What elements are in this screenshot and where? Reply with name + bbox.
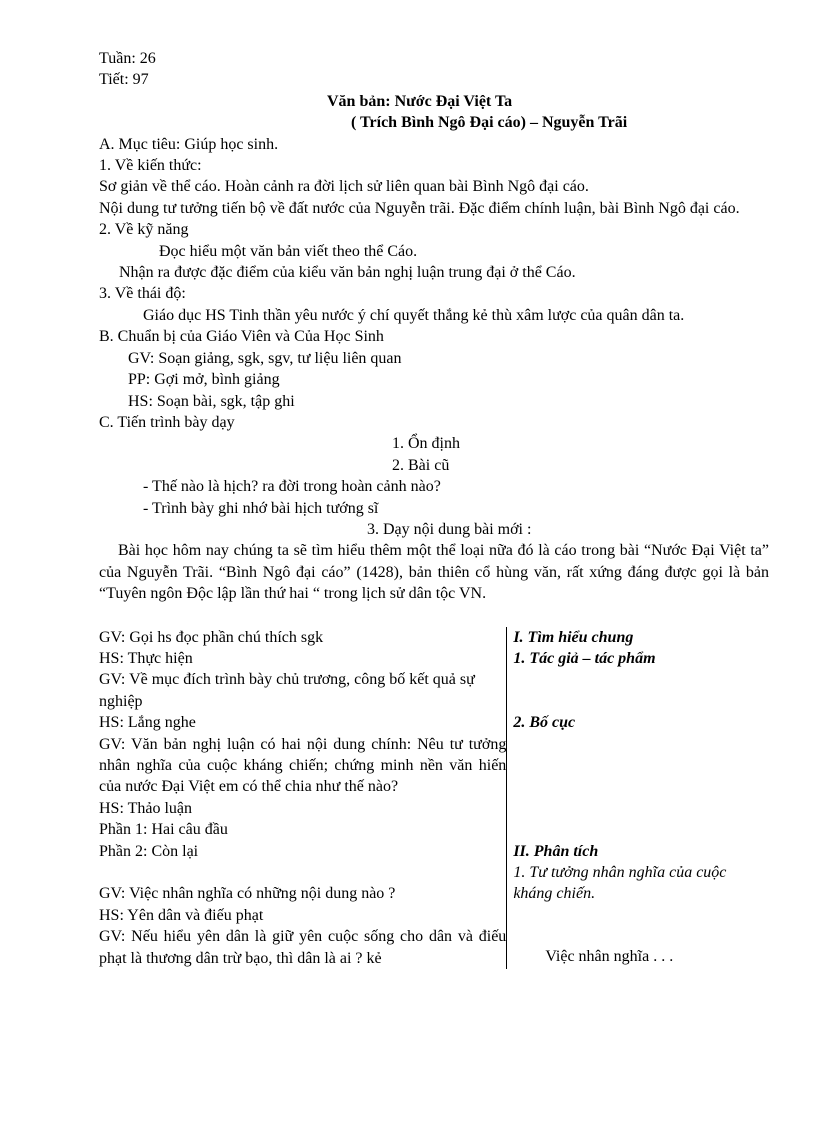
activity-line: HS: Thảo luận: [99, 799, 193, 817]
content-heading: 1. Tác giả – tác phẩm: [513, 649, 656, 667]
prep-teacher: GV: Soạn giảng, sgk, sgv, tư liệu liên quan: [128, 349, 402, 367]
prep-method: PP: Gợi mở, bình giảng: [128, 371, 280, 389]
activity-line: GV: Văn bản nghị luận có hai nội dung chính: Nêu tư tưởng nhân nghĩa của cuộc kháng chiến; chứng minh nền văn hiến của nước Đại Việt em có thể chia như thế nào?: [99, 735, 507, 796]
spacer: [99, 605, 769, 627]
activity-line: HS: Thực hiện: [99, 649, 193, 667]
step-1: 1. Ổn định: [392, 435, 460, 453]
step-2: 2. Bài cũ: [392, 456, 450, 474]
period-label: Tiết: 97: [99, 71, 149, 89]
knowledge-line-1: Sơ giản về thể cáo. Hoàn cảnh ra đời lịch sử liên quan bài Bình Ngô đại cáo.: [99, 178, 589, 196]
activity-line: GV: Về mục đích trình bày chủ trương, công bố kết quả sự nghiệp: [99, 671, 475, 710]
activities-column: [99, 627, 507, 969]
review-question-2: - Trình bày ghi nhớ bài hịch tướng sĩ: [143, 499, 379, 517]
activity-line: GV: Nếu hiểu yên dân là giữ yên cuộc sống cho dân và điếu phạt là thương dân trừ bạo, thì dân là ai ? kẻ: [99, 928, 507, 967]
document-subtitle: [99, 112, 769, 133]
section-a-heading: A. Mục tiêu: Giúp học sinh.: [99, 135, 279, 153]
spacer: [513, 776, 769, 797]
activity-line: Phần 1: Hai câu đầu: [99, 821, 228, 839]
document-title: Văn bản: Nước Đại Việt Ta: [327, 92, 513, 110]
activity-line: HS: Lắng nghe: [99, 714, 196, 732]
step-3: 3. Dạy nội dung bài mới :: [367, 520, 532, 538]
lesson-table: [99, 627, 769, 969]
spacer: [513, 734, 769, 755]
week-label: Tuần: 26: [99, 50, 156, 67]
spacer: [513, 691, 769, 712]
knowledge-heading: 1. Về kiến thức:: [99, 157, 202, 175]
skills-heading: 2. Về kỹ năng: [99, 221, 189, 239]
spacer: [513, 669, 769, 690]
content-column: [507, 627, 769, 969]
skills-line-2: Nhận ra được đặc điểm của kiểu văn bản nghị luận trung đại ở thể Cáo.: [119, 264, 576, 282]
section-c-heading: C. Tiến trình bày dạy: [99, 413, 235, 431]
intro-paragraph: Bài học hôm nay chúng ta sẽ tìm hiểu thêm một thể loại nữa đó là cáo trong bài “Nước Đại Việt ta” của Nguyễn Trãi. “Bình Ngô đại cáo” (1428), bản thiên cổ hùng văn, rất xứng đáng được gọi là bản “Tuyên ngôn Độc lập lần thứ hai “ trong lịch sử dân tộc VN.: [99, 542, 769, 603]
subtitle-author: – Nguyễn Trãi: [525, 114, 628, 132]
attitude-heading: 3. Về thái độ:: [99, 285, 186, 303]
section-b-heading: B. Chuẩn bị của Giáo Viên và Của Học Sinh: [99, 328, 384, 346]
spacer: [513, 755, 769, 776]
skills-line-1: Đọc hiểu một văn bản viết theo thể Cáo.: [159, 242, 418, 260]
subtitle-source: ( Trích Bình Ngô Đại cáo): [351, 114, 526, 132]
spacer: [99, 862, 506, 883]
knowledge-line-2: Nội dung tư tưởng tiến bộ về đất nước của Nguyễn trãi. Đặc điểm chính luận, bài Bình Ngô đại cáo.: [99, 199, 740, 217]
activity-line: GV: Gọi hs đọc phần chú thích sgk: [99, 628, 324, 646]
activity-line: HS: Yên dân và điếu phạt: [99, 906, 264, 924]
spacer: [513, 926, 769, 947]
content-subheading: 1. Tư tưởng nhân nghĩa của cuộc kháng chiến.: [513, 863, 727, 903]
lesson-plan-page: [99, 48, 769, 969]
content-heading: 2. Bố cục: [513, 714, 576, 732]
content-heading: II. Phân tích: [513, 842, 599, 860]
spacer: [513, 905, 769, 926]
content-heading: I. Tìm hiểu chung: [513, 628, 634, 646]
review-question-1: - Thế nào là hịch? ra đời trong hoàn cảnh nào?: [143, 478, 441, 496]
activity-line: GV: Việc nhân nghĩa có những nội dung nào ?: [99, 885, 396, 903]
spacer: [513, 798, 769, 819]
attitude-line-1: Giáo dục HS Tinh thần yêu nước ý chí quyết thắng kẻ thù xâm lược của quân dân ta.: [143, 306, 685, 324]
content-line: Việc nhân nghĩa . . .: [545, 947, 674, 965]
prep-student: HS: Soạn bài, sgk, tập ghi: [128, 392, 295, 410]
activity-line: Phần 2: Còn lại: [99, 842, 199, 860]
spacer: [513, 819, 769, 840]
